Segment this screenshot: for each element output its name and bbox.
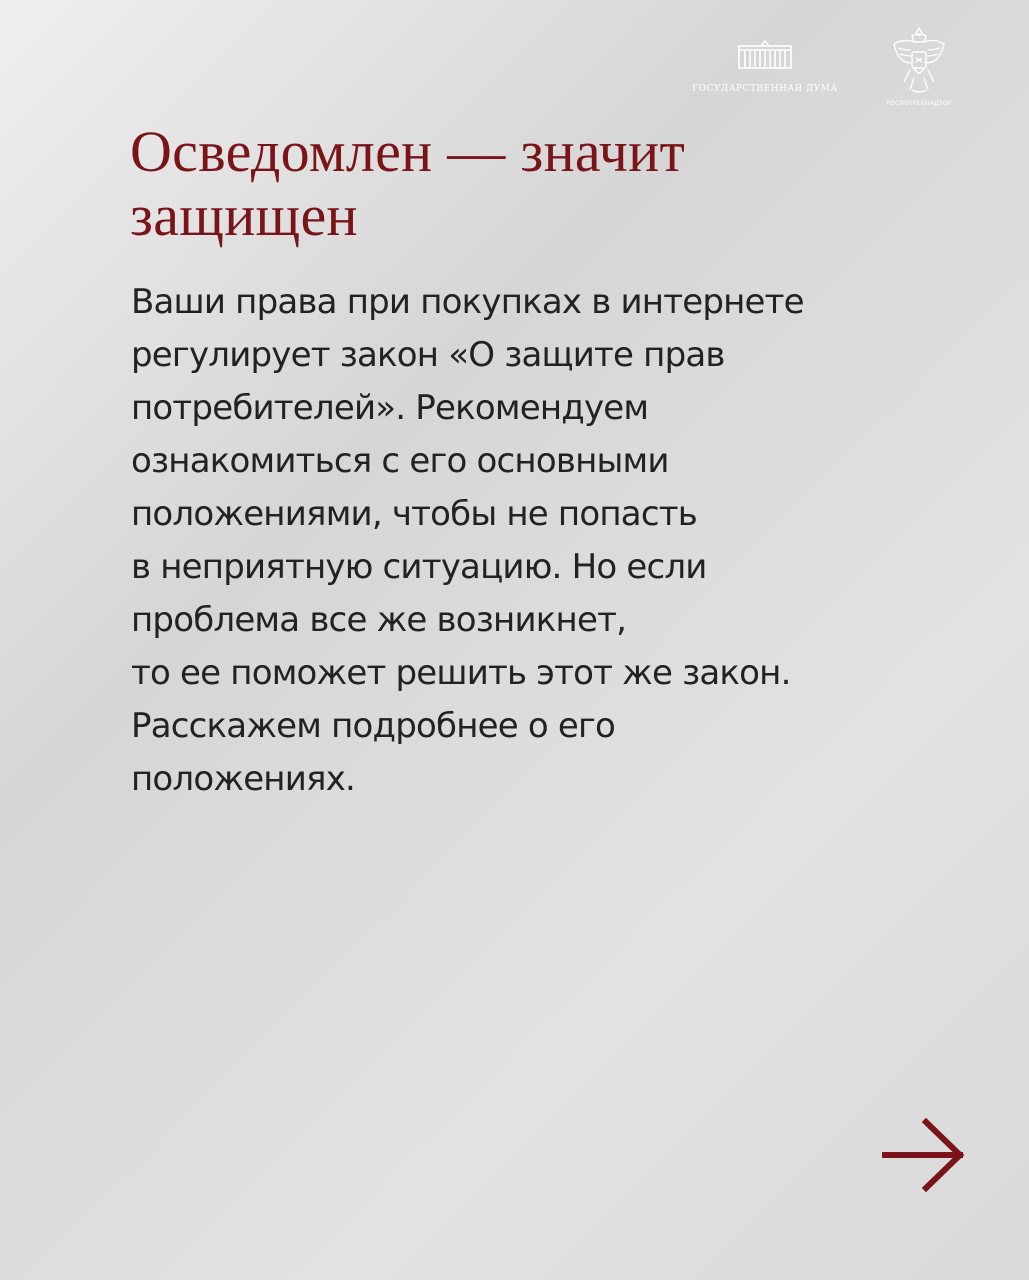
slide-body-text [131, 276, 951, 806]
body-line: Ваши права при покупках в интернете [131, 282, 804, 322]
body-line: положениями, чтобы не попасть [131, 494, 697, 534]
duma-logo-caption: ГОСУДАРСТВЕННАЯ ДУМА [692, 84, 838, 94]
body-line: в неприятную ситуацию. Но если [131, 547, 707, 587]
body-line: ознакомиться с его основными [131, 441, 669, 481]
title-line: Осведомлен — значит [130, 119, 686, 184]
title-line: защищен [130, 183, 358, 248]
body-line: то ее поможет решить этот же закон. [131, 653, 791, 693]
body-line: регулирует закон «О защите прав [131, 335, 725, 375]
eagle-emblem-icon [888, 24, 950, 98]
body-line: потребителей». Рекомендуем [131, 388, 649, 428]
duma-building-icon [737, 40, 793, 70]
duma-logo [676, 40, 854, 100]
next-slide-button[interactable] [882, 1116, 968, 1194]
body-line: Расскажем подробнее о его [131, 706, 616, 746]
rospotrebnadzor-logo [877, 24, 961, 124]
rospotrebnadzor-logo-caption: РОСПОТРЕБНАДЗОР [886, 100, 952, 107]
body-line: проблема все же возникнет, [131, 600, 627, 640]
arrow-right-icon [882, 1116, 968, 1194]
body-line: положениях. [131, 759, 356, 799]
slide-title [130, 120, 890, 248]
